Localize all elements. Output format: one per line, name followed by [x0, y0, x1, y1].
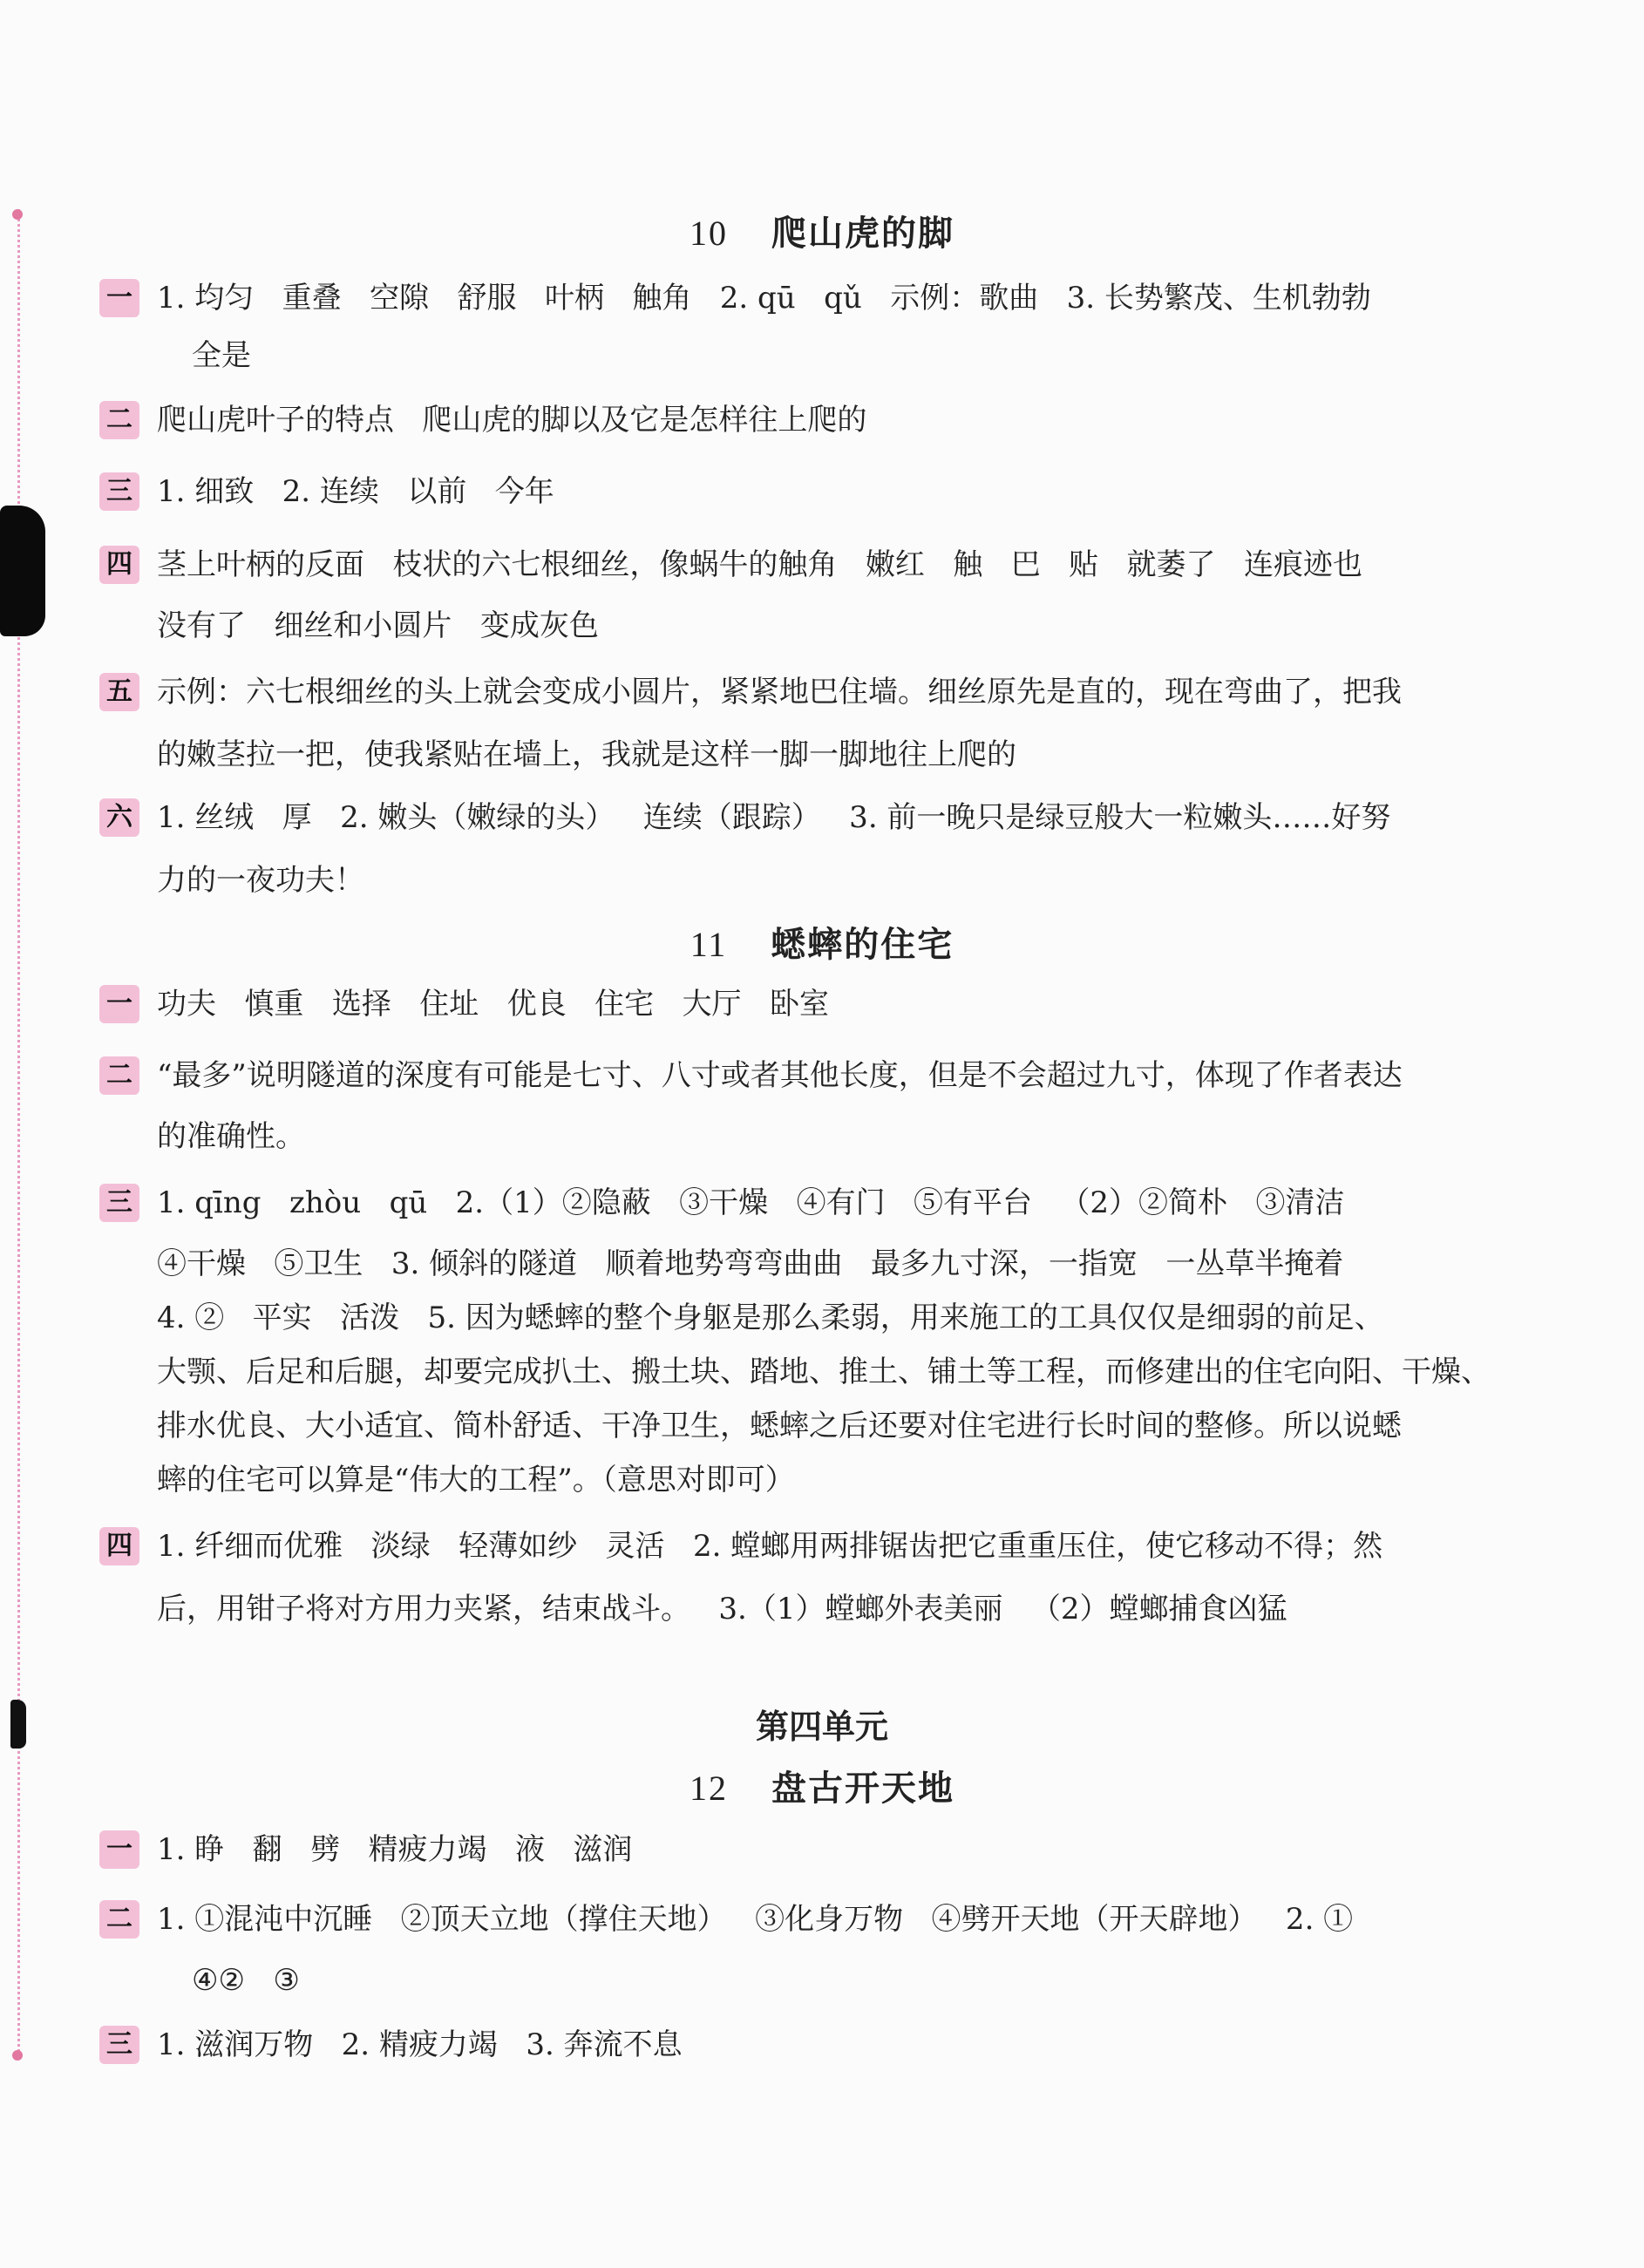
margin-dot-bottom — [12, 2050, 23, 2061]
question-badge: 二 — [99, 1900, 139, 1939]
answer-line: 没有了 细丝和小圆片 变成灰色 — [157, 608, 599, 643]
question-badge: 四 — [99, 1527, 139, 1565]
section-title-text: 爬山虎的脚 — [771, 214, 954, 254]
question-badge: 三 — [99, 1184, 139, 1222]
question-badge: 三 — [99, 472, 139, 511]
answer-line: “最多”说明隧道的深度有可能是七寸、八寸或者其他长度，但是不会超过九寸，体现了作者表达 — [157, 1058, 1403, 1093]
answer-line: 全是 — [192, 338, 251, 373]
section-title-text: 蟋蟀的住宅 — [771, 925, 954, 965]
answer-line: ④② ③ — [192, 1963, 300, 1998]
answer-line: 1. 纤细而优雅 淡绿 轻薄如纱 灵活 2. 螳螂用两排锯齿把它重重压住，使它移动不得；然 — [157, 1529, 1383, 1564]
answer-line: 1. 滋润万物 2. 精疲力竭 3. 奔流不息 — [157, 2027, 683, 2062]
question-badge: 二 — [99, 1056, 139, 1095]
answer-line: 1. 睁 翻 劈 精疲力竭 液 滋润 — [157, 1832, 633, 1867]
question-badge: 一 — [99, 1830, 139, 1869]
answer-line: 大颚、后足和后腿，却要完成扒土、搬土块、踏地、推土、铺土等工程，而修建出的住宅向阳、干燥、 — [157, 1355, 1491, 1389]
answer-line: 爬山虎叶子的特点 爬山虎的脚以及它是怎样往上爬的 — [157, 403, 867, 438]
answer-line: 示例：六七根细丝的头上就会变成小圆片，紧紧地巴住墙。细丝原先是直的，现在弯曲了，把我 — [157, 675, 1402, 710]
scan-artifact — [0, 506, 45, 636]
answer-line: 排水优良、大小适宜、简朴舒适、干净卫生，蟋蟀之后还要对住宅进行长时间的整修。所以说蟋 — [157, 1409, 1402, 1443]
question-badge: 六 — [99, 798, 139, 837]
answer-line: 力的一夜功夫！ — [157, 863, 364, 898]
section-number: 11 — [690, 925, 728, 964]
question-badge: 一 — [99, 279, 139, 317]
answer-line: 的准确性。 — [157, 1119, 305, 1154]
answer-line: 后，用钳子将对方用力夹紧，结束战斗。 3.（1）螳螂外表美丽 （2）螳螂捕食凶猛 — [157, 1592, 1287, 1626]
unit-title: 第四单元 — [755, 1708, 888, 1746]
answer-line: 茎上叶柄的反面 枝状的六七根细丝，像蜗牛的触角 嫩红 触 巴 贴 就萎了 连痕迹也 — [157, 547, 1362, 582]
section-title-10 — [0, 206, 1644, 255]
answer-line: 功夫 慎重 选择 住址 优良 住宅 大厅 卧室 — [157, 987, 829, 1022]
answer-line: 蟀的住宅可以算是“伟大的工程”。（意思对即可） — [157, 1463, 795, 1497]
section-title-12 — [0, 1761, 1644, 1810]
question-badge: 一 — [99, 985, 139, 1023]
question-badge: 二 — [99, 401, 139, 439]
question-badge: 四 — [99, 546, 139, 584]
section-title-11 — [0, 917, 1644, 967]
answer-line: 1. ①混沌中沉睡 ②顶天立地（撑住天地） ③化身万物 ④劈开天地（开天辟地） 2. ① — [157, 1902, 1354, 1937]
answer-line: 4. ② 平实 活泼 5. 因为蟋蟀的整个身躯是那么柔弱，用来施工的工具仅仅是细弱的前足、 — [157, 1300, 1384, 1335]
section-title-text: 盘古开天地 — [771, 1769, 954, 1809]
answer-line: 1. 细致 2. 连续 以前 今年 — [157, 474, 554, 509]
question-badge: 三 — [99, 2026, 139, 2064]
answer-line: 1. 丝绒 厚 2. 嫩头（嫩绿的头） 连续（跟踪） 3. 前一晚只是绿豆般大一粒嫩头……好努 — [157, 800, 1391, 835]
section-number: 10 — [690, 214, 728, 253]
answer-line: 1. qīng zhòu qū 2.（1）②隐蔽 ③干燥 ④有门 ⑤有平台 （2）②简朴 ③清洁 — [157, 1185, 1345, 1220]
answer-line: 1. 均匀 重叠 空隙 舒服 叶柄 触角 2. qū qǔ 示例：歌曲 3. 长势繁茂、生机勃勃 — [157, 281, 1371, 316]
question-badge: 五 — [99, 673, 139, 711]
section-number: 12 — [690, 1769, 728, 1808]
answer-line: 的嫩茎拉一把，使我紧贴在墙上，我就是这样一脚一脚地往上爬的 — [157, 737, 1016, 772]
answer-line: ④干燥 ⑤卫生 3. 倾斜的隧道 顺着地势弯弯曲曲 最多九寸深，一指宽 一丛草半掩着 — [157, 1246, 1344, 1281]
